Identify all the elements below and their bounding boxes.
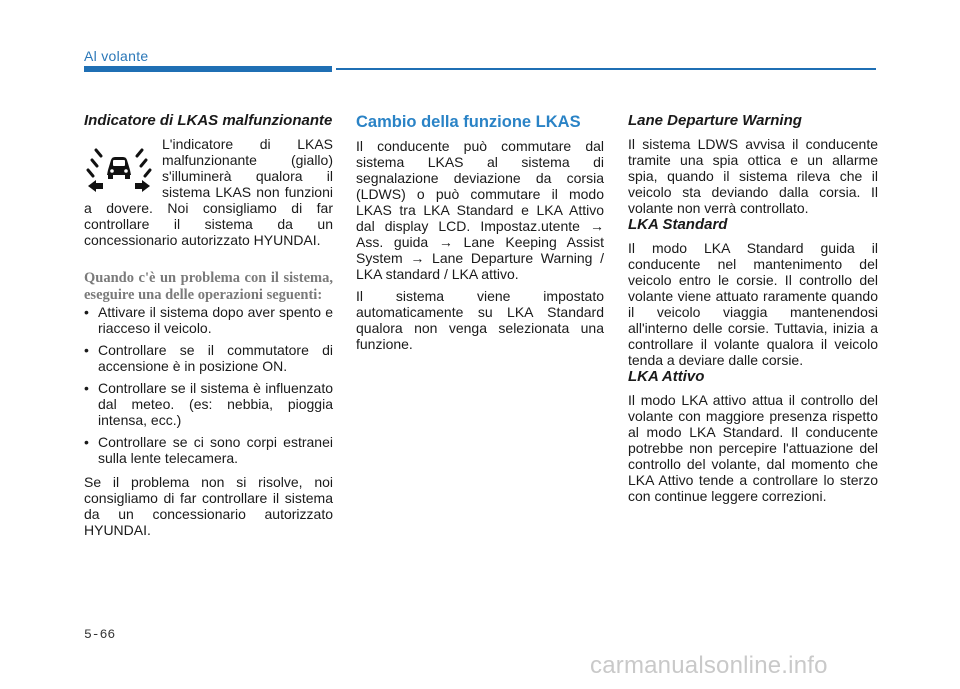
list-item: • Controllare se il sistema è influenzato dal meteo. (es: nebbia, pioggia intensa, ecc.) xyxy=(84,380,333,428)
ldw-paragraph: Il sistema LDWS avvisa il conducente tramite una spia ottica e un allarme spia, quando il sistema rileva che il veicolo sta deviando dalla corsia. Il volante non verrà controllato. xyxy=(628,136,878,216)
intro-block xyxy=(84,136,333,248)
watermark: carmanualsonline.info xyxy=(590,652,828,679)
bullet-icon: • xyxy=(84,434,89,450)
ldw-heading: Lane Departure Warning xyxy=(628,112,802,129)
function-change-paragraph: Il conducente può commutare dal sistema LKAS al sistema di segnalazione deviazione da corsia (LDWS) o può commutare il modo LKAS tra LKA Standard e LKA Attivo dal display LCD. Impostaz.utente → Ass. guida → Lane Keeping Assist System → Lane Departure Warning / LKA standard / LKA attivo. xyxy=(356,138,604,282)
bullet-icon: • xyxy=(84,380,89,396)
lka-attivo-paragraph: Il modo LKA attivo attua il controllo del volante con maggiore presenza rispetto al modo LKA Standard. Il conducente potrebbe non percepire l'attuazione del controllo del volante, dal momento che LKA Attivo tende a controllare lo sterzo con continue leggere correzioni. xyxy=(628,392,878,504)
bullet-icon: • xyxy=(84,304,89,320)
header-rule-thick xyxy=(84,66,332,72)
problem-subheading: Quando c'è un problema con il sistema, eseguire una delle operazioni seguenti: xyxy=(84,270,333,303)
list-item: • Controllare se ci sono corpi estranei sulla lente telecamera. xyxy=(84,434,333,466)
lka-standard-heading: LKA Standard xyxy=(628,216,728,233)
column-right xyxy=(628,112,878,504)
lkas-lane-car-icon xyxy=(84,140,154,192)
bullet-icon: • xyxy=(84,342,89,358)
lka-attivo-heading: LKA Attivo xyxy=(628,368,705,385)
list-item: • Controllare se il commutatore di accensione è in posizione ON. xyxy=(84,342,333,374)
lkas-malfunction-text: L'indicatore di LKAS malfunzionante (giallo) s'illuminerà qualora il sistema LKAS non funzioni a dovere. Noi consigliamo di far controllare il sistema da un concessionario autorizzato HYUNDAI. xyxy=(84,136,333,248)
page-number: 5-66 xyxy=(84,627,116,642)
lkas-function-change-heading: Cambio della funzione LKAS xyxy=(356,113,581,131)
header-rule-thin xyxy=(336,68,876,70)
section-title: Al volante xyxy=(84,48,149,64)
column-middle xyxy=(356,112,604,352)
closing-paragraph: Se il problema non si risolve, noi consigliamo di far controllare il sistema da un concessionario autorizzato HYUNDAI. xyxy=(84,474,333,538)
lkas-malfunction-heading: Indicatore di LKAS malfunzionante xyxy=(84,112,333,129)
action-list xyxy=(84,304,333,466)
list-item: • Attivare il sistema dopo aver spento e riacceso il veicolo. xyxy=(84,304,333,336)
default-mode-paragraph: Il sistema viene impostato automaticamente su LKA Standard qualora non venga selezionata una funzione. xyxy=(356,288,604,352)
lka-standard-paragraph: Il modo LKA Standard guida il conducente nel mantenimento del veicolo entro le corsie. Il controllo del volante viene attuato raramente quando il veicolo viaggia mantenendosi all'interno delle corsie. Tuttavia, inizia a controllare il volante qualora il veicolo tenda a deviare dalle corsie. xyxy=(628,240,878,368)
column-left xyxy=(84,112,333,538)
